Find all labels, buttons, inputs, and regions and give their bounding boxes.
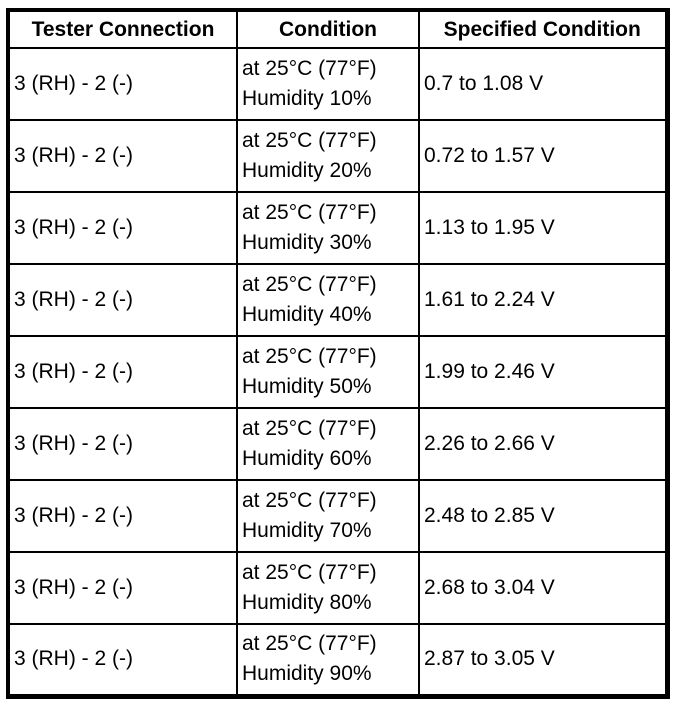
condition-humidity: Humidity 70% xyxy=(242,519,372,542)
header-row xyxy=(8,10,667,48)
tester-connection-cell: 3 (RH) - 2 (-) xyxy=(8,408,237,480)
condition-temperature: at 25°C (77°F) xyxy=(242,345,377,368)
condition-cell xyxy=(237,192,419,264)
condition-cell xyxy=(237,480,419,552)
specified-condition-cell: 1.13 to 1.95 V xyxy=(419,192,667,264)
condition-temperature: at 25°C (77°F) xyxy=(242,632,377,656)
condition-cell xyxy=(237,48,419,120)
header-condition: Condition xyxy=(237,10,419,48)
condition-temperature: at 25°C (77°F) xyxy=(242,561,377,584)
condition-temperature: at 25°C (77°F) xyxy=(242,129,377,152)
condition-cell xyxy=(237,264,419,336)
header-specified-condition: Specified Condition xyxy=(419,10,667,48)
specified-condition-cell: 0.7 to 1.08 V xyxy=(419,48,667,120)
table-body xyxy=(8,48,667,696)
condition-cell xyxy=(237,120,419,192)
tester-connection-cell: 3 (RH) - 2 (-) xyxy=(8,120,237,192)
tester-connection-cell: 3 (RH) - 2 (-) xyxy=(8,336,237,408)
tester-connection-cell: 3 (RH) - 2 (-) xyxy=(8,624,237,696)
condition-temperature: at 25°C (77°F) xyxy=(242,201,377,224)
specified-condition-cell: 2.48 to 2.85 V xyxy=(419,480,667,552)
condition-humidity: Humidity 60% xyxy=(242,447,372,470)
condition-humidity: Humidity 50% xyxy=(242,375,372,398)
table-row xyxy=(8,120,667,192)
condition-temperature: at 25°C (77°F) xyxy=(242,417,377,440)
table-row xyxy=(8,336,667,408)
table-header xyxy=(8,10,667,48)
condition-cell xyxy=(237,624,419,696)
tester-connection-cell: 3 (RH) - 2 (-) xyxy=(8,552,237,624)
table-row xyxy=(8,408,667,480)
tester-connection-cell: 3 (RH) - 2 (-) xyxy=(8,264,237,336)
specification-table xyxy=(6,8,670,699)
header-tester-connection: Tester Connection xyxy=(8,10,237,48)
tester-connection-cell: 3 (RH) - 2 (-) xyxy=(8,480,237,552)
table-row xyxy=(8,48,667,120)
table-row xyxy=(8,192,667,264)
condition-humidity: Humidity 90% xyxy=(242,662,372,686)
tester-connection-cell: 3 (RH) - 2 (-) xyxy=(8,192,237,264)
specified-condition-cell: 2.26 to 2.66 V xyxy=(419,408,667,480)
condition-humidity: Humidity 40% xyxy=(242,303,372,326)
specified-condition-cell: 1.99 to 2.46 V xyxy=(419,336,667,408)
condition-humidity: Humidity 80% xyxy=(242,591,372,614)
condition-temperature: at 25°C (77°F) xyxy=(242,57,377,80)
tester-connection-cell: 3 (RH) - 2 (-) xyxy=(8,48,237,120)
specified-condition-cell: 2.87 to 3.05 V xyxy=(419,624,667,696)
condition-humidity: Humidity 10% xyxy=(242,87,372,110)
condition-humidity: Humidity 30% xyxy=(242,231,372,254)
condition-cell xyxy=(237,336,419,408)
table-row xyxy=(8,624,667,696)
condition-cell xyxy=(237,408,419,480)
condition-temperature: at 25°C (77°F) xyxy=(242,273,377,296)
specified-condition-cell: 2.68 to 3.04 V xyxy=(419,552,667,624)
table-row xyxy=(8,552,667,624)
specified-condition-cell: 0.72 to 1.57 V xyxy=(419,120,667,192)
specified-condition-cell: 1.61 to 2.24 V xyxy=(419,264,667,336)
table-row xyxy=(8,264,667,336)
condition-humidity: Humidity 20% xyxy=(242,159,372,182)
table-row xyxy=(8,480,667,552)
condition-cell xyxy=(237,552,419,624)
condition-temperature: at 25°C (77°F) xyxy=(242,489,377,512)
